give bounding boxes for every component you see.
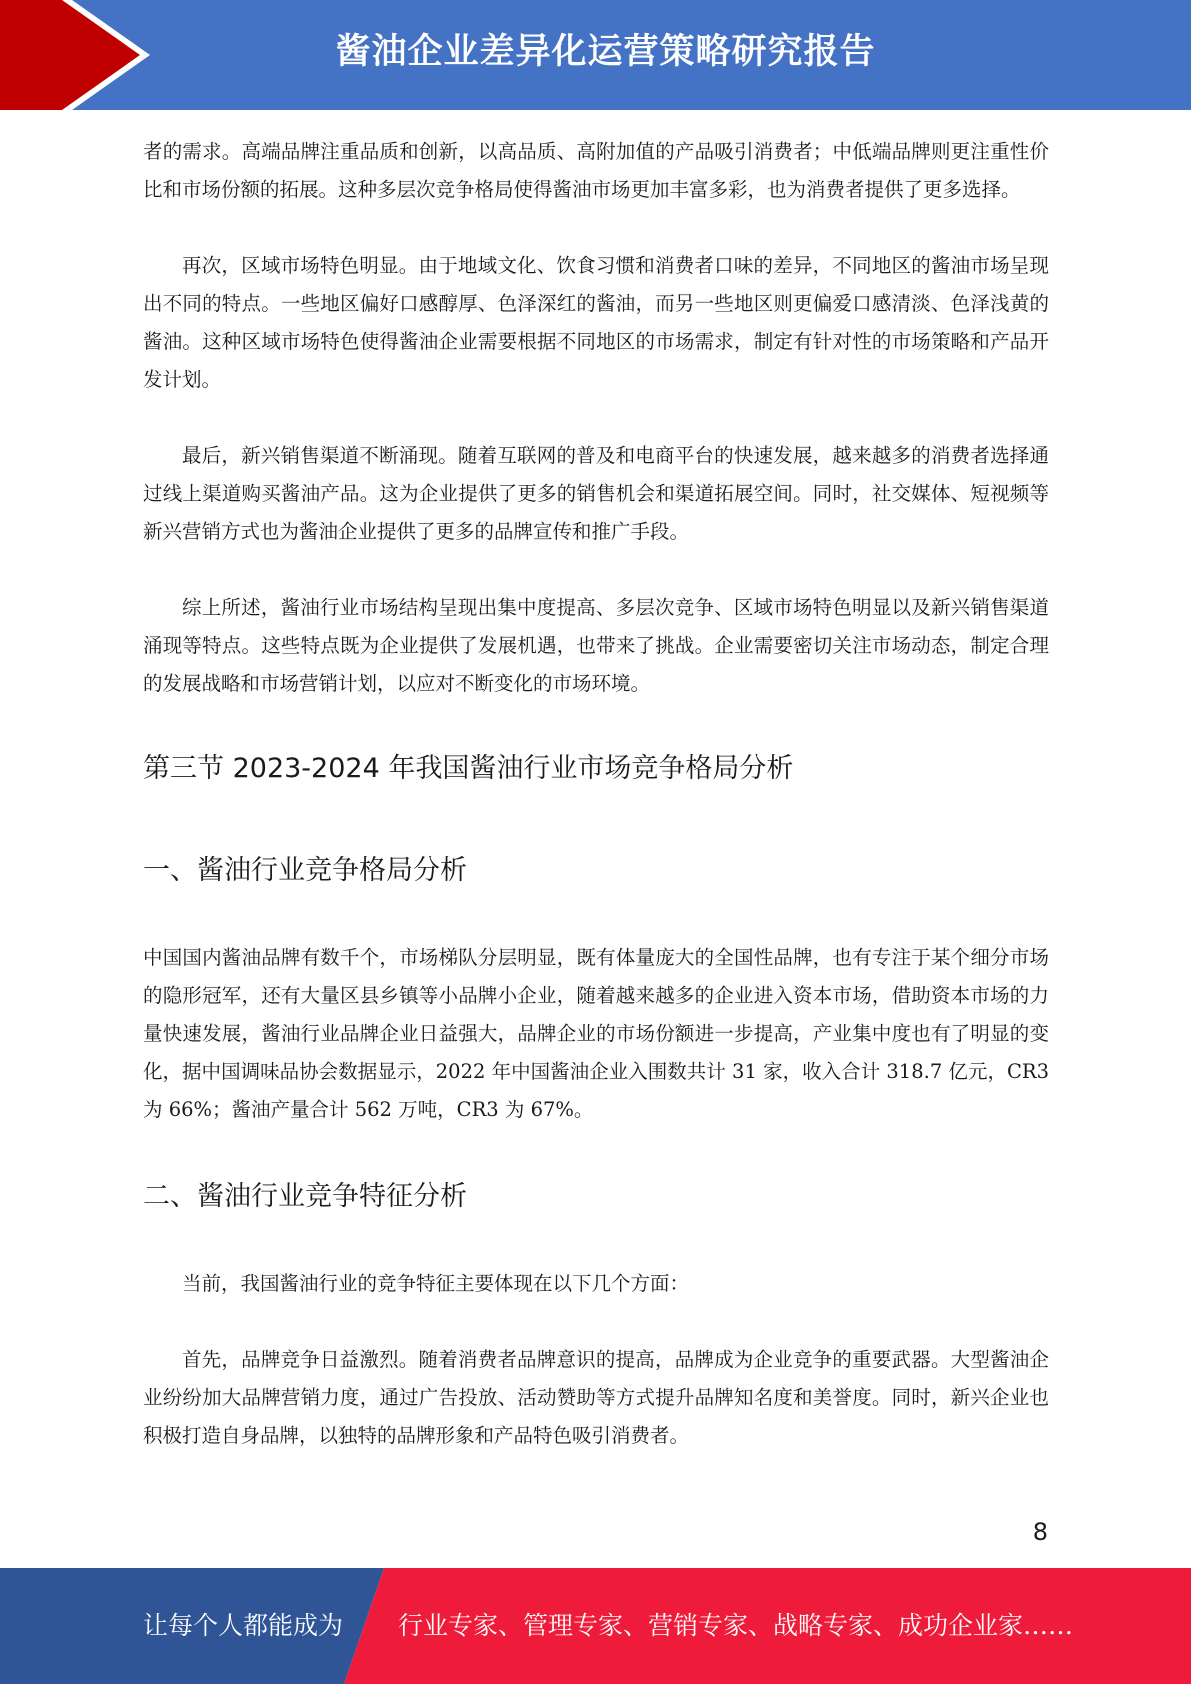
report-title: 酱油企业差异化运营策略研究报告 bbox=[335, 32, 876, 72]
paragraph-features-intro: 当前，我国酱油行业的竞争特征主要体现在以下几个方面： bbox=[182, 1272, 690, 1295]
footer-slogan-right: 行业专家、管理专家、营销专家、战略专家、成功企业家…… bbox=[398, 1611, 1074, 1640]
paragraph-summary: 综上所述，酱油行业市场结构呈现出集中度提高、多层次竞争、区域市场特色明显以及新兴销售渠道涌现等特点。这些特点既为企业提供了发展机遇，也带来了挑战。企业需要密切关注市场动态，制定合理的发展战略和市场营销计划，以应对不断变化的市场环境。 bbox=[143, 596, 1049, 695]
subsection-title-competition-pattern: 一、酱油行业竞争格局分析 bbox=[143, 855, 467, 886]
page-header bbox=[0, 0, 1191, 110]
main-content bbox=[143, 133, 1049, 1455]
paragraph-brand-competition: 首先，品牌竞争日益激烈。随着消费者品牌意识的提高，品牌成为企业竞争的重要武器。大型酱油企业纷纷加大品牌营销力度，通过广告投放、活动赞助等方式提升品牌知名度和美誉度。同时，新兴企业也积极打造自身品牌，以独特的品牌形象和产品特色吸引消费者。 bbox=[143, 1348, 1049, 1447]
page-number: 8 bbox=[1032, 1518, 1048, 1546]
footer-slogan-left: 让每个人都能成为 bbox=[143, 1611, 344, 1640]
paragraph-continued: 者的需求。高端品牌注重品质和创新，以高品质、高附加值的产品吸引消费者；中低端品牌则更注重性价比和市场份额的拓展。这种多层次竞争格局使得酱油市场更加丰富多彩，也为消费者提供了更多选择。 bbox=[143, 140, 1049, 201]
paragraph-new-channels: 最后，新兴销售渠道不断涌现。随着互联网的普及和电商平台的快速发展，越来越多的消费者选择通过线上渠道购买酱油产品。这为企业提供了更多的销售机会和渠道拓展空间。同时，社交媒体、短视频等新兴营销方式也为酱油企业提供了更多的品牌宣传和推广手段。 bbox=[143, 444, 1049, 543]
paragraph-regional-market: 再次，区域市场特色明显。由于地域文化、饮食习惯和消费者口味的差异，不同地区的酱油市场呈现出不同的特点。一些地区偏好口感醇厚、色泽深红的酱油，而另一些地区则更偏爱口感清淡、色泽浅黄的酱油。这种区域市场特色使得酱油企业需要根据不同地区的市场需求，制定有针对性的市场策略和产品开发计划。 bbox=[143, 254, 1049, 391]
section-title: 第三节 2023-2024 年我国酱油行业市场竞争格局分析 bbox=[143, 753, 794, 784]
page-footer bbox=[0, 1568, 1191, 1684]
paragraph-competition-pattern: 中国国内酱油品牌有数千个，市场梯队分层明显，既有体量庞大的全国性品牌，也有专注于某个细分市场的隐形冠军，还有大量区县乡镇等小品牌小企业，随着越来越多的企业进入资本市场，借助资本市场的力量快速发展，酱油行业品牌企业日益强大，品牌企业的市场份额进一步提高，产业集中度也有了明显的变化，据中国调味品协会数据显示，2022 年中国酱油企业入围数共计 31 家，收入合计 318.7 亿元，CR3 为 66%；酱油产量合计 562 万吨，CR3 为 67%。 bbox=[143, 946, 1049, 1121]
subsection-title-competition-features: 二、酱油行业竞争特征分析 bbox=[143, 1181, 467, 1212]
